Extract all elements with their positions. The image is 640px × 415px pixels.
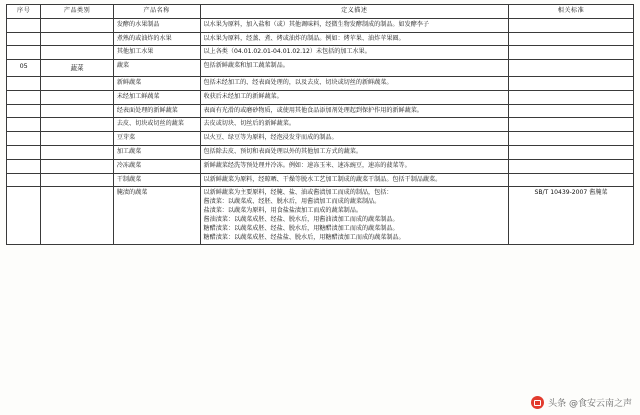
category-label: [44, 48, 110, 50]
cell-product-name: 经表面处理的新鲜蔬菜: [113, 104, 200, 118]
table-row: [7, 118, 634, 132]
watermark-text: 头条 @食安云南之声: [548, 399, 632, 409]
cell-definition: [200, 146, 508, 160]
cell-definition: [200, 187, 508, 245]
definition-line: 包括未经加工的、经表面处理的，以及去皮、切块或切丝的新鲜蔬菜。: [203, 78, 393, 86]
cell-standard: [508, 118, 633, 132]
cell-standard: [508, 60, 633, 77]
table-row: [7, 90, 634, 104]
cell-category: [41, 159, 114, 173]
definition-line: 表面有光滑的或磨砂物质，或使用其他食品添加剂处理起到保护作用的新鲜蔬菜。: [203, 106, 423, 114]
column-header-seq: 序号: [7, 5, 41, 19]
cell-seq: [7, 132, 41, 146]
definition-line: 酱渍菜：以蔬菜成、经胚、脱水后，用酱渍加工而成的蔬菜制品。: [203, 198, 381, 206]
cell-seq: [7, 104, 41, 118]
cell-product-name: 发酵的水果制品: [113, 18, 200, 32]
cell-standard: [508, 76, 633, 90]
cell-definition: [200, 32, 508, 46]
category-label: [44, 93, 110, 95]
cell-seq: [7, 60, 41, 77]
definition-line: 新鲜蔬菜经洗等预处理并冷冻。例如：速冻玉米、速冻豌豆，速冻的菠菜等。: [203, 161, 411, 169]
cell-category: [41, 76, 114, 90]
definition-line: 以火豆、绿豆等为原料，经泡浸发芽而成的制品。: [203, 134, 338, 142]
cell-definition: [200, 90, 508, 104]
cell-category: [41, 132, 114, 146]
definition-line: 收获后未经加工的新鲜蔬菜。: [203, 92, 283, 100]
product-category-table: [6, 4, 634, 245]
table-row: [7, 159, 634, 173]
cell-category: [41, 90, 114, 104]
cell-seq: [7, 187, 41, 245]
category-label: [44, 120, 110, 122]
cell-category: [41, 187, 114, 245]
category-label: [44, 162, 110, 164]
cell-definition: [200, 76, 508, 90]
column-header-standard: 相关标准: [508, 5, 633, 19]
table-row: [7, 76, 634, 90]
cell-category: [41, 32, 114, 46]
cell-category: [41, 118, 114, 132]
category-label: [44, 107, 110, 109]
toutiao-logo-icon: [531, 396, 544, 409]
seq-label: 05: [19, 62, 28, 71]
category-label: [44, 134, 110, 136]
cell-product-name: 腌渍的蔬菜: [113, 187, 200, 245]
cell-standard: [508, 173, 633, 187]
table-row: [7, 104, 634, 118]
table-header-row: [7, 5, 634, 19]
definition-line: 以上各类（04.01.02.01-04.01.02.12）未包括的加工水果。: [203, 48, 371, 56]
table-row: [7, 46, 634, 60]
table-body: [7, 18, 634, 245]
table-row: [7, 173, 634, 187]
cell-product-name: 加工蔬菜: [113, 146, 200, 160]
cell-definition: [200, 104, 508, 118]
definition-line: 以新鲜蔬菜为主要原料，经腌、盐、油或酱渍加工而成的制品，包括：: [203, 189, 393, 197]
category-label: [44, 79, 110, 81]
definition-line: 去皮或切块、切丝后的新鲜蔬菜。: [203, 120, 295, 128]
cell-product-name: 新鲜蔬菜: [113, 76, 200, 90]
definition-line: 以水果为原料，加入盐和（或）其他调味料，经微生物发酵制成的制品。如发酵李子: [203, 20, 429, 28]
cell-standard: SB/T 10439-2007 酱腌菜: [508, 187, 633, 245]
cell-seq: [7, 46, 41, 60]
table-row: [7, 60, 634, 77]
cell-definition: [200, 159, 508, 173]
cell-seq: [7, 18, 41, 32]
cell-product-name: 未经加工鲜蔬菜: [113, 90, 200, 104]
cell-standard: [508, 159, 633, 173]
table-header: [7, 5, 634, 19]
cell-category: [41, 46, 114, 60]
cell-seq: [7, 90, 41, 104]
cell-definition: [200, 46, 508, 60]
cell-product-name: 煮熟的或油炸的水果: [113, 32, 200, 46]
table-row: [7, 132, 634, 146]
cell-seq: [7, 118, 41, 132]
cell-category: [41, 104, 114, 118]
definition-line: 以水果为原料，经蒸、煮、烤或油炸的制品。例如：烤苹果、油炸苹果圈。: [203, 34, 405, 42]
column-header-definition: 定义描述: [200, 5, 508, 19]
cell-standard: [508, 46, 633, 60]
cell-standard: [508, 104, 633, 118]
cell-product-name: 冷冻蔬菜: [113, 159, 200, 173]
definition-line: 糖醋渍菜：以蔬菜成胚、经盐盐、脱水后，用糖醋渍加工而成的蔬菜制品。: [203, 233, 405, 241]
definition-line: 以新鲜蔬菜为原料，经晾晒、干燥等脱水工艺加工制成的蔬菜干制品。包括干制品蔬菜。: [203, 175, 442, 183]
cell-standard: [508, 132, 633, 146]
column-header-name: 产品名称: [113, 5, 200, 19]
cell-standard: [508, 18, 633, 32]
cell-category: [41, 146, 114, 160]
category-label: [44, 176, 110, 178]
watermark: [531, 396, 632, 409]
table-row: [7, 146, 634, 160]
definition-line: 包括新鲜蔬菜和加工蔬菜制品。: [203, 62, 289, 70]
cell-definition: [200, 118, 508, 132]
cell-standard: [508, 32, 633, 46]
cell-definition: [200, 18, 508, 32]
cell-product-name: 蔬菜: [113, 60, 200, 77]
cell-seq: [7, 146, 41, 160]
cell-seq: [7, 76, 41, 90]
category-label: [44, 189, 110, 191]
table-row: [7, 32, 634, 46]
table-row: [7, 187, 634, 245]
cell-seq: [7, 173, 41, 187]
cell-seq: [7, 159, 41, 173]
cell-product-name: 其他加工水果: [113, 46, 200, 60]
cell-seq: [7, 32, 41, 46]
definition-line: 盐渍菜：以蔬菜为原料，用食盐盐渍加工而成的蔬菜制品。: [203, 207, 362, 215]
cell-product-name: 去皮、切块或切丝的蔬菜: [113, 118, 200, 132]
category-label: 蔬菜: [70, 64, 84, 73]
cell-product-name: 干制蔬菜: [113, 173, 200, 187]
cell-category: [41, 60, 114, 77]
cell-category: [41, 18, 114, 32]
cell-definition: [200, 173, 508, 187]
category-label: [44, 35, 110, 37]
cell-definition: [200, 60, 508, 77]
table-row: [7, 18, 634, 32]
category-label: [44, 148, 110, 150]
definition-line: 包括除去皮、预切和表面处理以外的其他加工方式的蔬菜。: [203, 148, 362, 155]
definition-line: 酱油渍菜：以蔬菜成胚、经盐、脱水后，用酱油渍加工而成的蔬菜制品。: [203, 215, 399, 223]
cell-definition: [200, 132, 508, 146]
column-header-category: 产品类别: [41, 5, 114, 19]
cell-standard: [508, 90, 633, 104]
definition-line: 糖醋渍菜：以蔬菜成胚、经盐、脱水后，用糖醋渍加工而成的蔬菜制品。: [203, 224, 399, 232]
cell-product-name: 豆芽菜: [113, 132, 200, 146]
cell-standard: [508, 146, 633, 160]
cell-category: [41, 173, 114, 187]
category-label: [44, 21, 110, 23]
